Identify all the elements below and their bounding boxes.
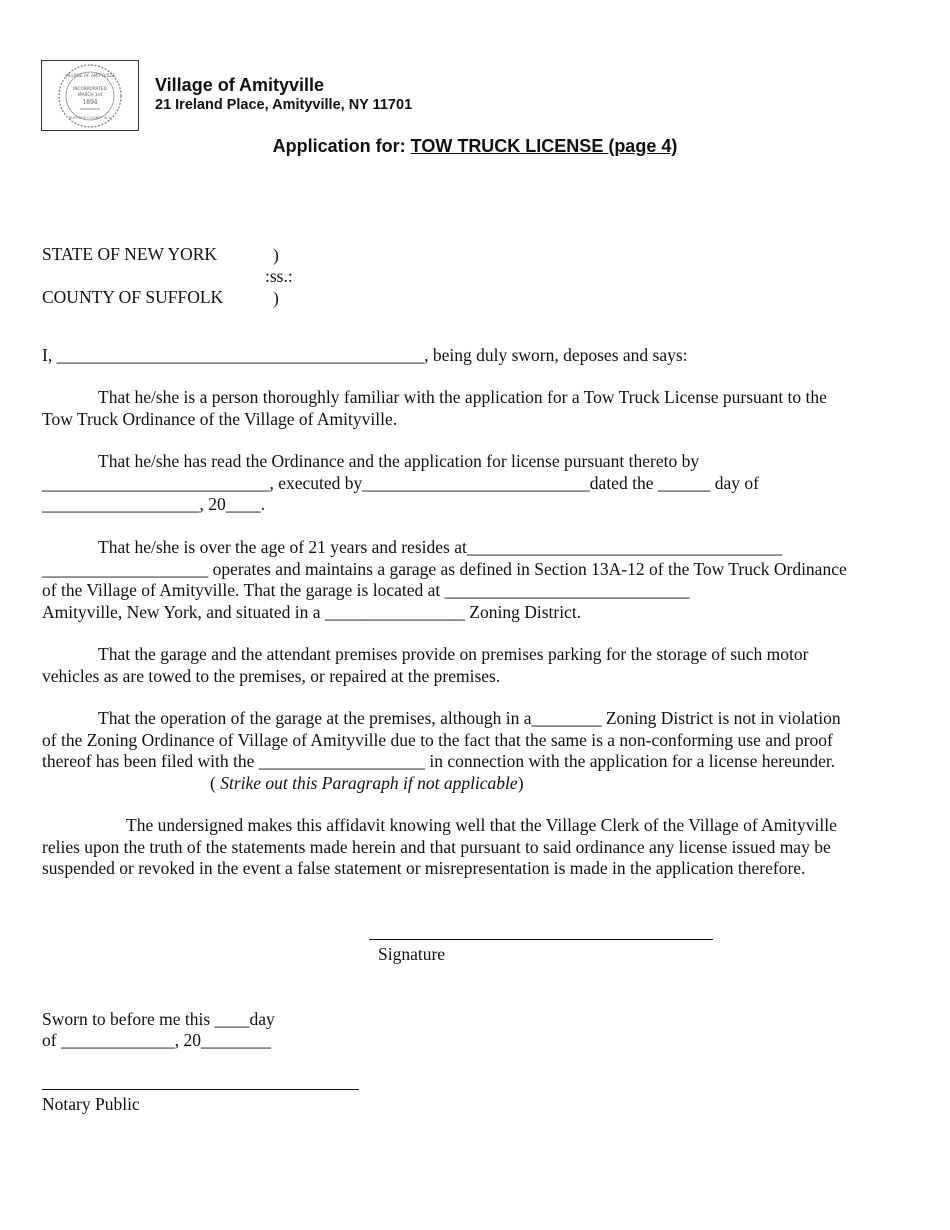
seal-icon bbox=[51, 63, 129, 129]
paragraph-line: Amityville, New York, and situated in a ________________ Zoning District. bbox=[42, 601, 582, 622]
paragraph-line: The undersigned makes this affidavit knowing well that the Village Clerk of the Village of Amityville bbox=[126, 815, 837, 835]
village-seal bbox=[41, 60, 139, 131]
paragraph-residence-garage bbox=[42, 537, 912, 623]
seal-county: SUFFOLK COUNTY N.Y. bbox=[68, 114, 112, 120]
venue-paren-1: ) bbox=[273, 245, 279, 265]
seal-ring-text: VILLAGE OF AMITYVILLE bbox=[64, 72, 116, 78]
title-prefix: Application for: bbox=[272, 136, 411, 156]
strike-note-text: Strike out this Paragraph if not applicable bbox=[220, 772, 518, 793]
seal-incorporated: INCORPORATED bbox=[73, 86, 107, 92]
signature-label: Signature bbox=[378, 944, 446, 964]
paragraph-affidavit bbox=[42, 815, 912, 880]
signature-line[interactable] bbox=[369, 939, 713, 940]
notary-label: Notary Public bbox=[42, 1094, 140, 1114]
paragraph-line: That the garage and the attendant premises provide on premises parking for the storage of such motor bbox=[98, 644, 809, 664]
seal-year: 1894 bbox=[82, 98, 98, 106]
page-title bbox=[0, 136, 950, 157]
venue-state: STATE OF NEW YORK bbox=[42, 244, 218, 264]
paragraph-line: That he/she is a person thoroughly familiar with the application for a Tow Truck License pursuant to the bbox=[98, 387, 827, 407]
paragraph-line: ___________________ operates and maintains a garage as defined in Section 13A-12 of the Tow Truck Ordinance bbox=[42, 558, 847, 579]
sworn-line-1: Sworn to before me this ____day bbox=[42, 1009, 275, 1029]
paragraph-familiarity bbox=[42, 387, 912, 430]
venue-county: COUNTY OF SUFFOLK bbox=[42, 287, 224, 307]
paragraph-line: That he/she is over the age of 21 years and resides at____________________________________ bbox=[98, 537, 782, 557]
paragraph-line: suspended or revoked in the event a false statement or misrepresentation is made in the application therefore. bbox=[42, 858, 806, 878]
paragraph-line: __________________________, executed by__________________________dated the ______ day of bbox=[42, 472, 759, 493]
venue-ss: :ss.: bbox=[265, 266, 293, 286]
venue-paren-2: ) bbox=[273, 288, 279, 308]
village-name: Village of Amityville bbox=[155, 75, 325, 95]
paragraph-line: relies upon the truth of the statements made herein and that pursuant to said ordinance any license issued may be bbox=[42, 836, 831, 857]
paragraph-zoning bbox=[42, 708, 912, 794]
paragraph-line: Tow Truck Ordinance of the Village of Amityville. bbox=[42, 408, 398, 429]
paragraph-line: of the Village of Amityville. That the garage is located at ____________________________ bbox=[42, 580, 690, 600]
sworn-line-2: of _____________, 20________ bbox=[42, 1030, 271, 1050]
paragraph-line: vehicles as are towed to the premises, or repaired at the premises. bbox=[42, 665, 501, 686]
paragraph-ordinance-read bbox=[42, 451, 912, 516]
strike-open: ( bbox=[210, 772, 221, 793]
paragraph-line: __________________, 20____. bbox=[42, 494, 266, 514]
paragraph-parking bbox=[42, 644, 912, 687]
oath-line: I, __________________________________________, being duly sworn, deposes and says: bbox=[42, 345, 688, 365]
paragraph-line: That he/she has read the Ordinance and the application for license pursuant thereto by bbox=[98, 451, 700, 471]
seal-date: MARCH 3rd bbox=[77, 92, 103, 98]
paragraph-line: thereof has been filed with the ___________________ in connection with the application for a license hereunder. bbox=[42, 751, 836, 771]
paragraph-line: That the operation of the garage at the premises, although in a________ Zoning District is not in violation bbox=[98, 708, 841, 728]
strike-note bbox=[42, 773, 912, 795]
strike-close: ) bbox=[517, 772, 524, 793]
notary-signature-line[interactable] bbox=[42, 1089, 359, 1090]
paragraph-line: of the Zoning Ordinance of Village of Amityville due to the fact that the same is a non-conforming use and proof bbox=[42, 729, 833, 750]
form-name: TOW TRUCK LICENSE (page 4) bbox=[410, 136, 678, 156]
village-address: 21 Ireland Place, Amityville, NY 11701 bbox=[155, 97, 413, 113]
